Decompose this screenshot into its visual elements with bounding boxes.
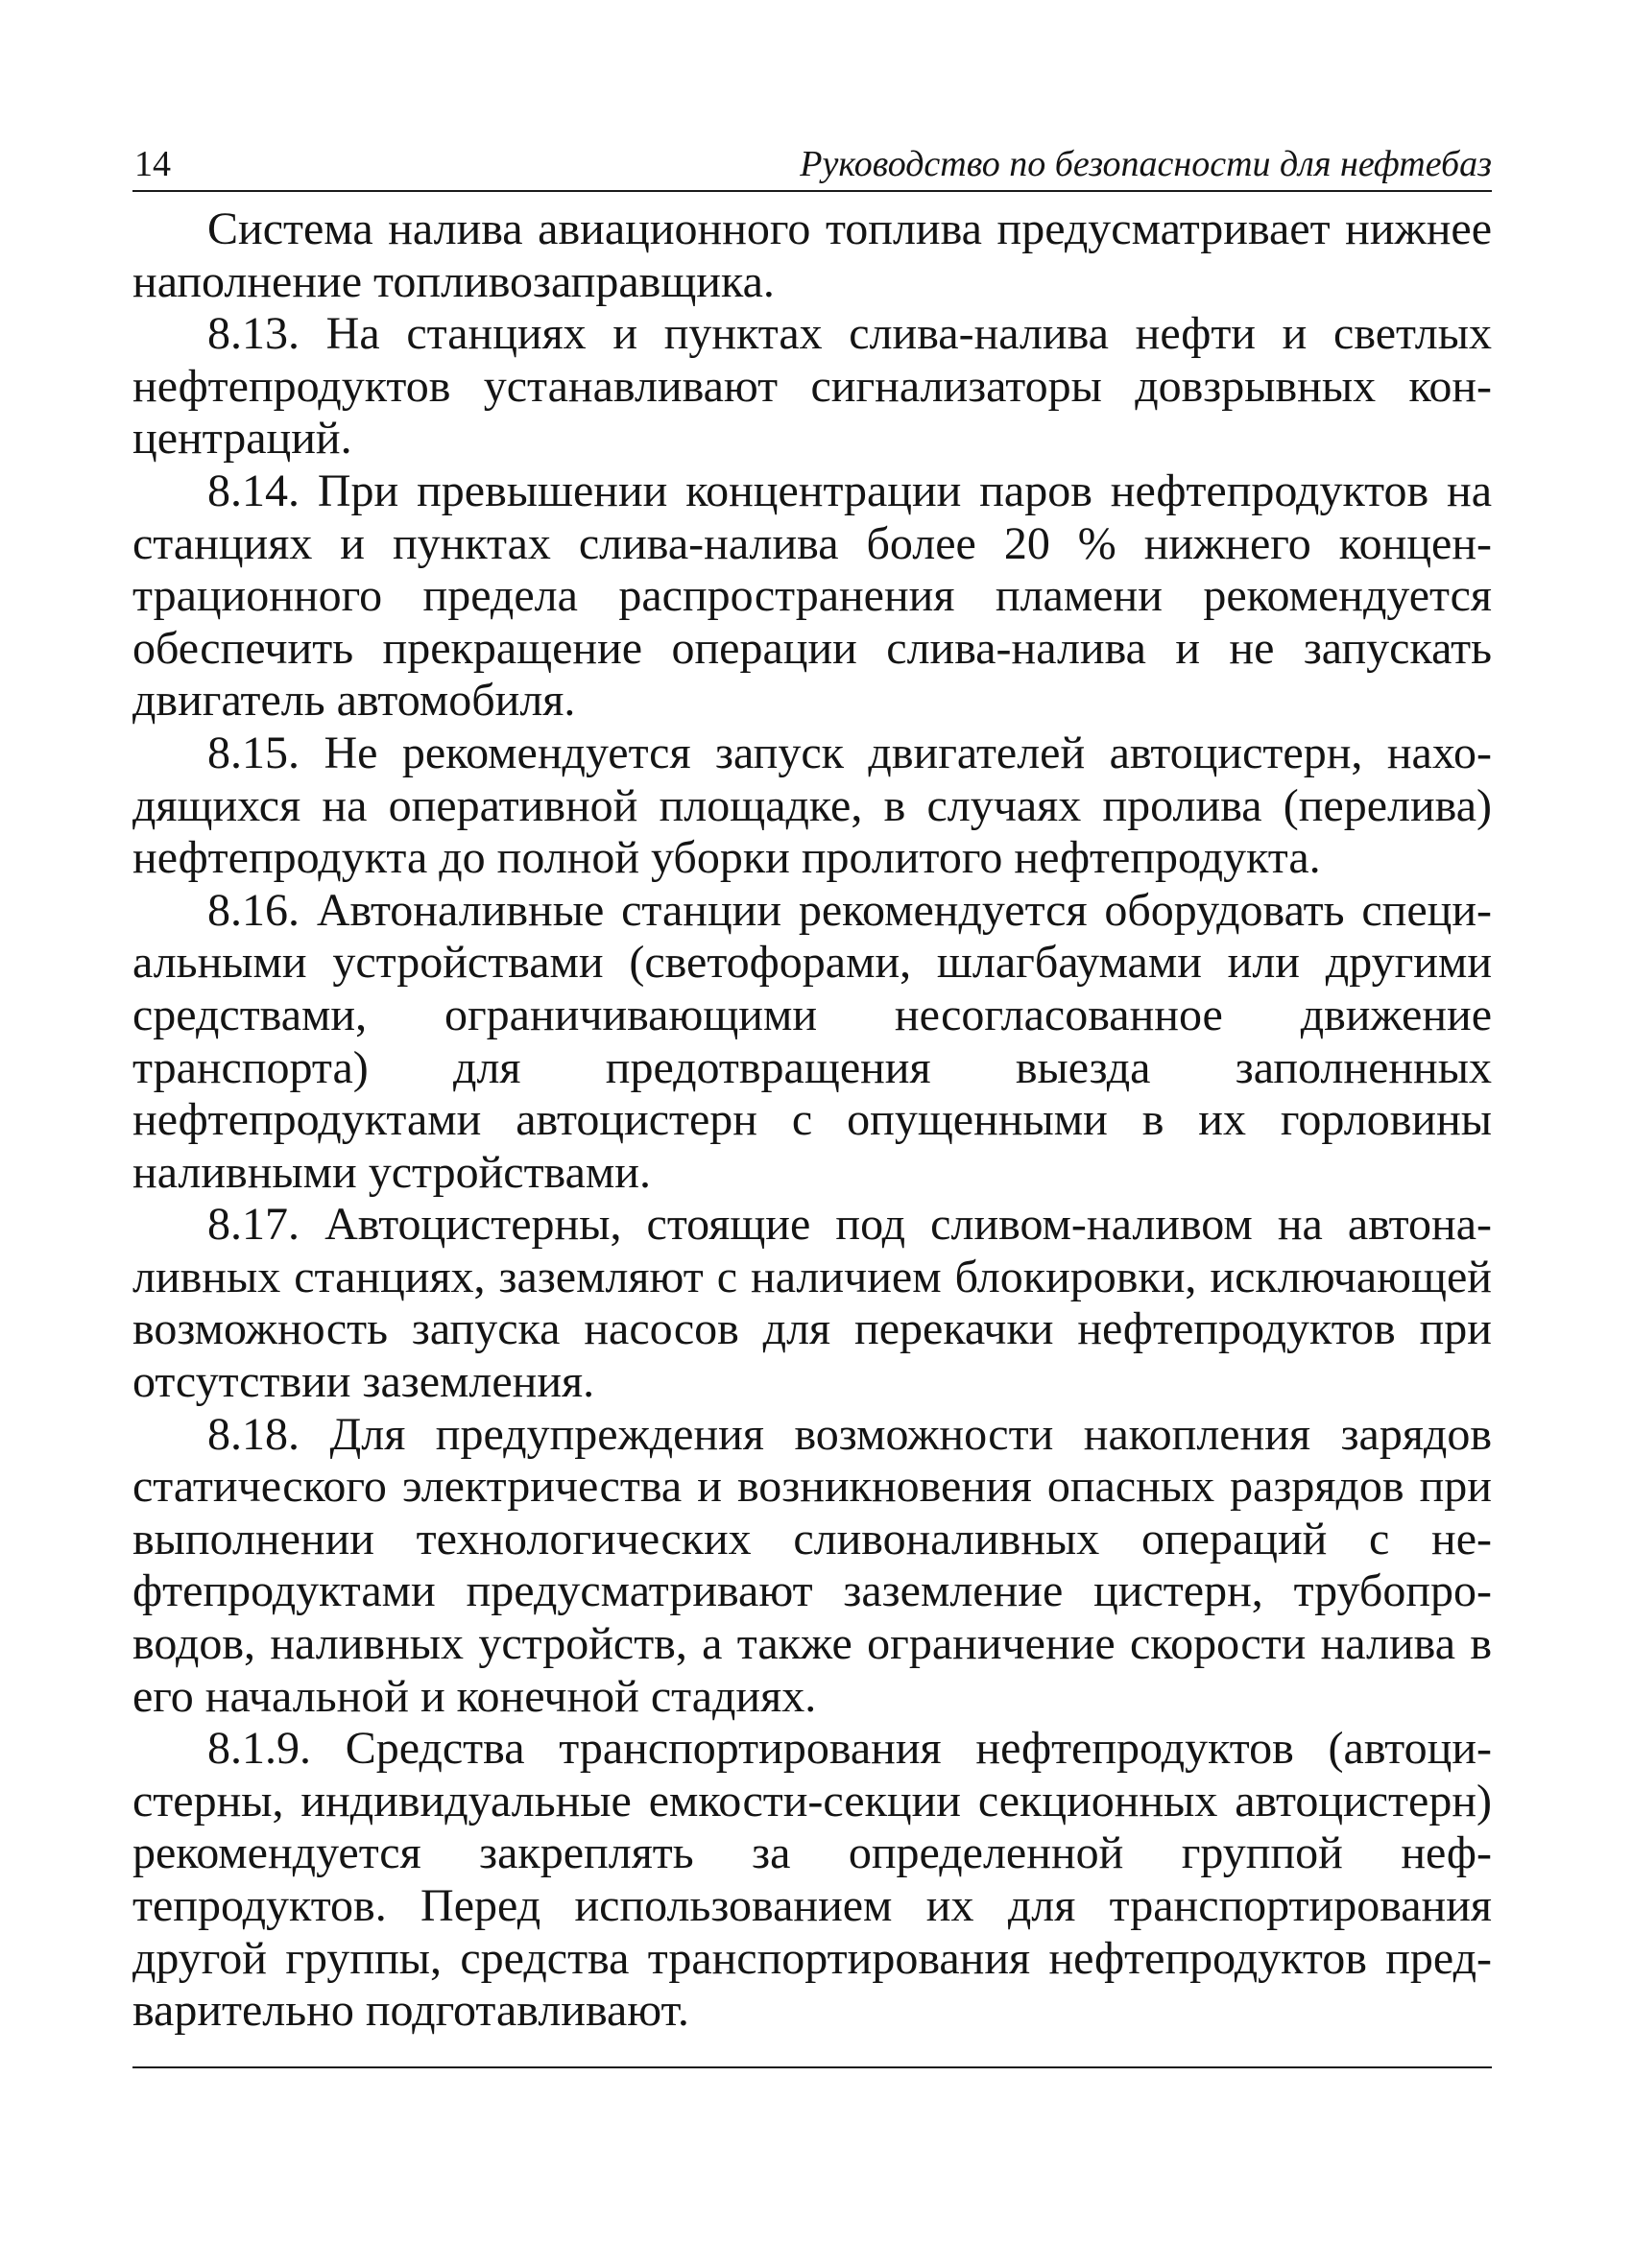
- paragraph-8-16: 8.16. Автоналивные станции рекомендуется оборудовать специальными устройствами (светофорами, шлагбаумами или другими средствами, ограничивающими несогласованное движение транспорта) для предотвращения выезда заполненных нефтепродуктами автоцистерн с опущенными в их горловины наливными устройствами.: [132, 884, 1492, 1198]
- paragraph-fuel-filling: Система налива авиационного топлива предусматривает нижнее наполнение топливозаправщика.: [132, 203, 1492, 307]
- running-title: Руководство по безопасности для нефтебаз: [800, 144, 1492, 184]
- paragraph-8-14: 8.14. При превышении концентрации паров нефтепродуктов на станциях и пунктах слива-налива более 20 % нижнего концентрационного предела распространения пламени рекомендуется обеспечить прекращение операции слива-налива и не запускать двигатель автомобиля.: [132, 465, 1492, 727]
- body-text: [132, 203, 1492, 2038]
- paragraph-8-1-9: 8.1.9. Средства транспортирования нефтепродуктов (автоцистерны, индивидуальные емкости-секции секционных автоцистерн) рекомендуется закреплять за определенной группой нефтепродуктов. Перед использованием их для транспортирования другой группы, средства транспортирования нефтепродуктов предварительно подготавливают.: [132, 1723, 1492, 2037]
- document-page: [132, 142, 1492, 2068]
- paragraph-8-18: 8.18. Для предупреждения возможности накопления зарядов статического электричества и возникновения опасных разрядов при выполнении технологических сливоналивных операций с нефтепродуктами предусматривают заземление цистерн, трубопроводов, наливных устройств, а также ограничение скорости налива в его начальной и конечной стадиях.: [132, 1408, 1492, 1722]
- bottom-rule: [132, 2066, 1492, 2068]
- paragraph-8-13: 8.13. На станциях и пунктах слива-налива нефти и светлых нефтепродуктов устанавливают сигнализаторы довзрывных концентраций.: [132, 308, 1492, 465]
- running-header: [132, 142, 1492, 192]
- paragraph-8-15: 8.15. Не рекомендуется запуск двигателей автоцистерн, находящихся на оперативной площадке, в случаях пролива (перелива) нефтепродукта до полной уборки пролитого нефтепродукта.: [132, 727, 1492, 884]
- page-number: 14: [134, 144, 171, 184]
- paragraph-8-17: 8.17. Автоцистерны, стоящие под сливом-наливом на автоналивных станциях, заземляют с наличием блокировки, исключающей возможность запуска насосов для перекачки нефтепродуктов при отсутствии заземления.: [132, 1199, 1492, 1408]
